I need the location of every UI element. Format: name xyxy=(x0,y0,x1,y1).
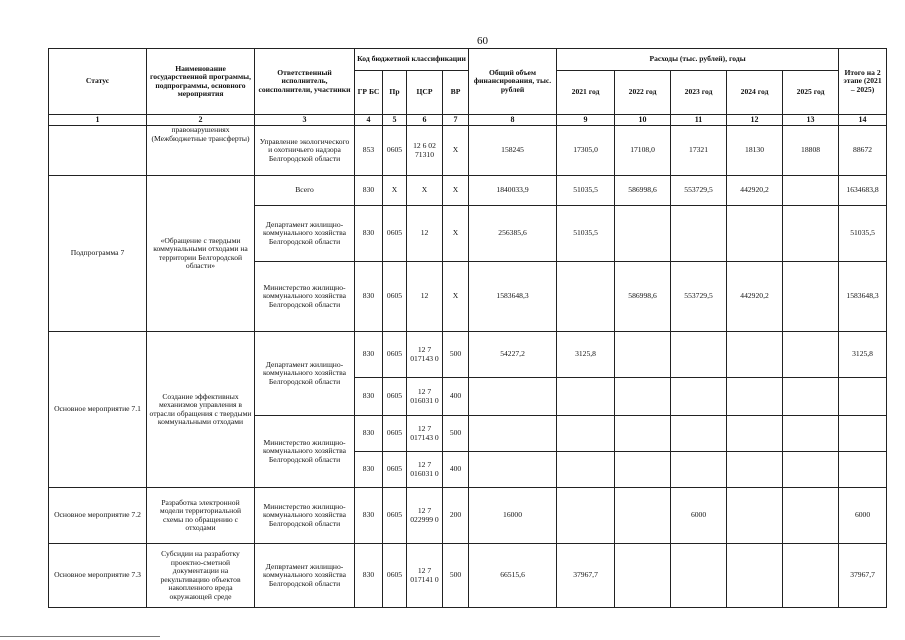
cell-csr: 12 7 022999 0 xyxy=(407,488,443,544)
cell-vr: X xyxy=(443,176,469,206)
cell-name: «Обращение с твердыми коммунальными отходами на территории Белгородской области» xyxy=(147,176,255,332)
cell-2023 xyxy=(671,378,727,416)
cell-2024: 18130 xyxy=(727,126,783,176)
cell-vr: X xyxy=(443,126,469,176)
cell-2024 xyxy=(727,206,783,262)
cell-status xyxy=(49,126,147,176)
colnum: 9 xyxy=(557,115,615,126)
cell-csr: X xyxy=(407,176,443,206)
header-csr: ЦСР xyxy=(407,71,443,115)
colnum: 13 xyxy=(783,115,839,126)
cell-name: правонарушениях (Межбюджетные трансферты) xyxy=(147,126,255,176)
table-row xyxy=(49,544,887,608)
header-2021: 2021 год xyxy=(557,71,615,115)
cell-2025: 18808 xyxy=(783,126,839,176)
cell-2025 xyxy=(783,488,839,544)
cell-total: 158245 xyxy=(469,126,557,176)
cell-grbs: 830 xyxy=(355,416,383,452)
cell-pr: 0605 xyxy=(383,452,407,488)
cell-2022 xyxy=(615,544,671,608)
cell-executor: Министерство жилищно-коммунального хозяйства Белгородской области xyxy=(255,416,355,488)
cell-total xyxy=(469,452,557,488)
cell-2025 xyxy=(783,332,839,378)
page-number: 60 xyxy=(477,35,488,47)
cell-pr: 0605 xyxy=(383,126,407,176)
cell-pr: 0605 xyxy=(383,488,407,544)
header-pr: Пр xyxy=(383,71,407,115)
cell-2024: 442920,2 xyxy=(727,262,783,332)
cell-csr: 12 6 02 71310 xyxy=(407,126,443,176)
cell-2025 xyxy=(783,378,839,416)
cell-executor: Депвртамент жилищно-коммунального хозяйства Белгородской области xyxy=(255,544,355,608)
cell-sum xyxy=(839,378,887,416)
cell-pr: 0605 xyxy=(383,206,407,262)
cell-grbs: 830 xyxy=(355,206,383,262)
cell-executor: Департамент жилищно-коммунального хозяйства Белгородской области xyxy=(255,206,355,262)
colnum: 8 xyxy=(469,115,557,126)
cell-total: 1583648,3 xyxy=(469,262,557,332)
page-edge-line xyxy=(0,636,160,637)
cell-grbs: 830 xyxy=(355,332,383,378)
cell-csr: 12 7 016031 0 xyxy=(407,452,443,488)
cell-2021: 3125,8 xyxy=(557,332,615,378)
cell-2022 xyxy=(615,332,671,378)
cell-2025 xyxy=(783,176,839,206)
cell-csr: 12 xyxy=(407,262,443,332)
cell-sum: 3125,8 xyxy=(839,332,887,378)
colnum: 4 xyxy=(355,115,383,126)
cell-pr: 0605 xyxy=(383,262,407,332)
colnum: 6 xyxy=(407,115,443,126)
cell-2023 xyxy=(671,544,727,608)
header-2024: 2024 год xyxy=(727,71,783,115)
cell-name: Субсидии на разработку проектно-сметной документации на рекультивацию объектов накопленного вреда окружающей среде xyxy=(147,544,255,608)
cell-sum: 1634683,8 xyxy=(839,176,887,206)
cell-2025 xyxy=(783,416,839,452)
cell-status: Основное мероприятие 7.2 xyxy=(49,488,147,544)
cell-grbs: 830 xyxy=(355,262,383,332)
table-row xyxy=(49,488,887,544)
cell-csr: 12 7 017143 0 xyxy=(407,332,443,378)
colnum: 11 xyxy=(671,115,727,126)
cell-total: 1840033,9 xyxy=(469,176,557,206)
colnum: 2 xyxy=(147,115,255,126)
header-expenses: Расходы (тыс. рублей), годы xyxy=(557,49,839,71)
cell-total: 54227,2 xyxy=(469,332,557,378)
cell-2024 xyxy=(727,488,783,544)
cell-executor: Департамент жилищно-коммунального хозяйства Белгородской области xyxy=(255,332,355,416)
cell-vr: 500 xyxy=(443,544,469,608)
cell-vr: 200 xyxy=(443,488,469,544)
cell-grbs: 830 xyxy=(355,452,383,488)
cell-vr: 500 xyxy=(443,416,469,452)
cell-executor: Управление экологического и охотничьего надзора Белгородской области xyxy=(255,126,355,176)
colnum: 7 xyxy=(443,115,469,126)
cell-2023: 553729,5 xyxy=(671,262,727,332)
cell-vr: 400 xyxy=(443,378,469,416)
cell-2021 xyxy=(557,378,615,416)
cell-2024 xyxy=(727,452,783,488)
cell-grbs: 830 xyxy=(355,378,383,416)
cell-2021: 51035,5 xyxy=(557,176,615,206)
cell-status: Основное мероприятие 7.3 xyxy=(49,544,147,608)
colnum: 5 xyxy=(383,115,407,126)
cell-total: 66515,6 xyxy=(469,544,557,608)
cell-total: 256385,6 xyxy=(469,206,557,262)
cell-grbs: 853 xyxy=(355,126,383,176)
cell-2021 xyxy=(557,452,615,488)
cell-2025 xyxy=(783,206,839,262)
colnum: 12 xyxy=(727,115,783,126)
cell-name: Создание эффективных механизмов управления в отрасли обращения с твердыми коммунальными отходами xyxy=(147,332,255,488)
cell-total: 16000 xyxy=(469,488,557,544)
budget-table xyxy=(48,48,887,608)
cell-name: Разработка электронной модели территориальной схемы по обращению с отходами xyxy=(147,488,255,544)
colnum: 1 xyxy=(49,115,147,126)
cell-2022 xyxy=(615,206,671,262)
cell-2025 xyxy=(783,544,839,608)
header-vr: ВР xyxy=(443,71,469,115)
cell-2024 xyxy=(727,332,783,378)
cell-csr: 12 7 016031 0 xyxy=(407,378,443,416)
header-total-volume: Общий объем финансирования, тыс. рублей xyxy=(469,49,557,115)
cell-2022 xyxy=(615,416,671,452)
cell-2022: 586998,6 xyxy=(615,262,671,332)
cell-2024 xyxy=(727,378,783,416)
cell-pr: 0605 xyxy=(383,416,407,452)
cell-2022 xyxy=(615,452,671,488)
colnum: 10 xyxy=(615,115,671,126)
cell-2023: 553729,5 xyxy=(671,176,727,206)
colnum: 3 xyxy=(255,115,355,126)
cell-2025 xyxy=(783,452,839,488)
header-2023: 2023 год xyxy=(671,71,727,115)
cell-grbs: 830 xyxy=(355,488,383,544)
cell-vr: 400 xyxy=(443,452,469,488)
cell-2024 xyxy=(727,416,783,452)
cell-2023 xyxy=(671,206,727,262)
cell-csr: 12 7 017141 0 xyxy=(407,544,443,608)
cell-2021 xyxy=(557,488,615,544)
cell-2024: 442920,2 xyxy=(727,176,783,206)
cell-pr: X xyxy=(383,176,407,206)
cell-pr: 0605 xyxy=(383,378,407,416)
cell-vr: X xyxy=(443,262,469,332)
cell-sum: 1583648,3 xyxy=(839,262,887,332)
table-row xyxy=(49,126,887,176)
cell-2023: 17321 xyxy=(671,126,727,176)
header-grbs: ГР БС xyxy=(355,71,383,115)
cell-grbs: 830 xyxy=(355,176,383,206)
cell-csr: 12 xyxy=(407,206,443,262)
table-row xyxy=(49,176,887,206)
cell-status: Основное мероприятие 7.1 xyxy=(49,332,147,488)
header-budget-code: Код бюджетной классификации xyxy=(355,49,469,71)
cell-2022 xyxy=(615,378,671,416)
cell-2023 xyxy=(671,332,727,378)
cell-pr: 0605 xyxy=(383,332,407,378)
cell-sum: 37967,7 xyxy=(839,544,887,608)
cell-executor: Министерство жилищно-коммунального хозяйства Белгородской области xyxy=(255,488,355,544)
header-executor: Ответственный исполнитель, соисполнители, участники xyxy=(255,49,355,115)
header-name: Наименование государственной программы, подпрограммы, основного мероприятия xyxy=(147,49,255,115)
cell-2021: 51035,5 xyxy=(557,206,615,262)
cell-2021: 17305,0 xyxy=(557,126,615,176)
cell-sum: 51035,5 xyxy=(839,206,887,262)
cell-sum: 6000 xyxy=(839,488,887,544)
cell-executor: Министерство жилищно-коммунального хозяйства Белгородской области xyxy=(255,262,355,332)
header-2022: 2022 год xyxy=(615,71,671,115)
cell-csr: 12 7 017143 0 xyxy=(407,416,443,452)
cell-vr: X xyxy=(443,206,469,262)
header-status: Статус xyxy=(49,49,147,115)
cell-2023 xyxy=(671,452,727,488)
header-2025: 2025 год xyxy=(783,71,839,115)
cell-executor: Всего xyxy=(255,176,355,206)
cell-2021 xyxy=(557,416,615,452)
cell-pr: 0605 xyxy=(383,544,407,608)
cell-total xyxy=(469,378,557,416)
header-stage-total: Итого на 2 этапе (2021 – 2025) xyxy=(839,49,887,115)
colnum: 14 xyxy=(839,115,887,126)
table-row xyxy=(49,332,887,378)
cell-2022: 17108,0 xyxy=(615,126,671,176)
cell-sum xyxy=(839,416,887,452)
header-row xyxy=(49,49,887,71)
cell-sum xyxy=(839,452,887,488)
column-numbers-row xyxy=(49,115,887,126)
cell-vr: 500 xyxy=(443,332,469,378)
cell-sum: 88672 xyxy=(839,126,887,176)
cell-2021 xyxy=(557,262,615,332)
cell-status: Подпрограмма 7 xyxy=(49,176,147,332)
cell-total xyxy=(469,416,557,452)
cell-2022: 586998,6 xyxy=(615,176,671,206)
cell-2023 xyxy=(671,416,727,452)
cell-2021: 37967,7 xyxy=(557,544,615,608)
cell-2023: 6000 xyxy=(671,488,727,544)
cell-2024 xyxy=(727,544,783,608)
cell-2022 xyxy=(615,488,671,544)
cell-2025 xyxy=(783,262,839,332)
cell-grbs: 830 xyxy=(355,544,383,608)
